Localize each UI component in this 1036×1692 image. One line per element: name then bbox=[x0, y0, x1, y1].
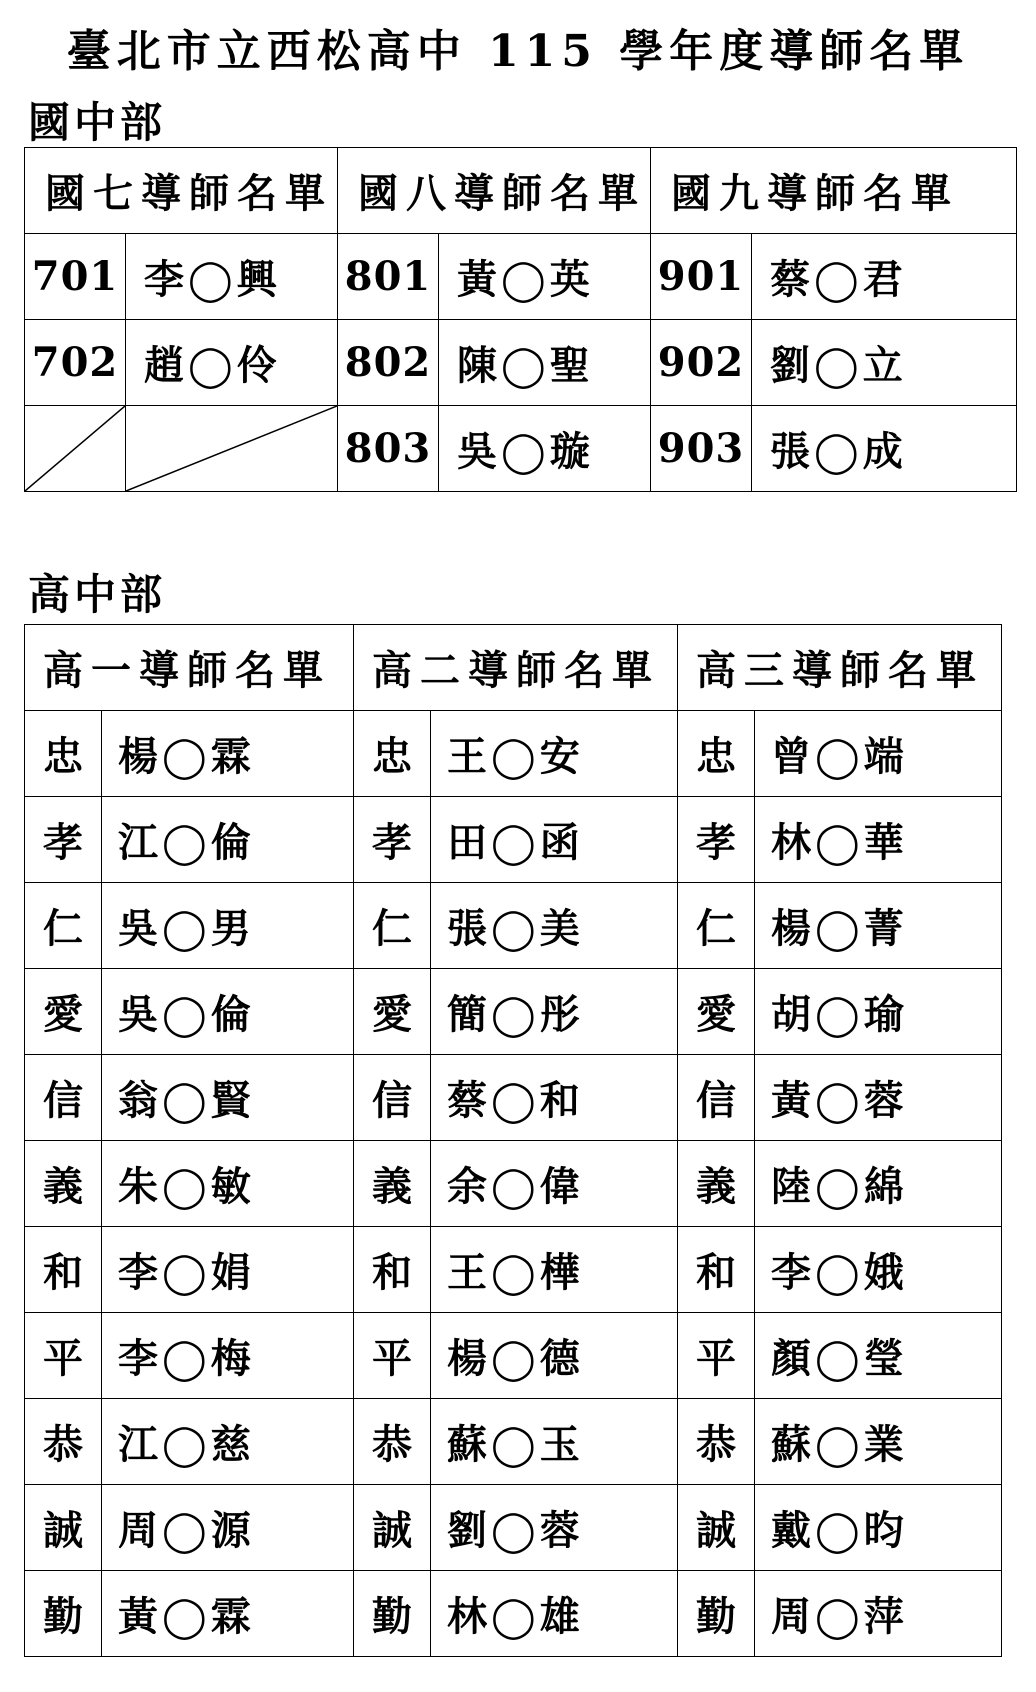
class-code: 702 bbox=[25, 320, 126, 406]
class-label: 愛 bbox=[678, 969, 755, 1055]
class-label: 勤 bbox=[678, 1571, 755, 1657]
teacher-name: 黃◯蓉 bbox=[755, 1055, 1002, 1141]
senior-high-roster-table bbox=[24, 624, 1002, 1657]
grade11-header: 高二導師名單 bbox=[354, 625, 678, 711]
class-label: 勤 bbox=[25, 1571, 102, 1657]
table-row bbox=[25, 1141, 1002, 1227]
class-label: 孝 bbox=[25, 797, 102, 883]
teacher-name: 王◯安 bbox=[431, 711, 678, 797]
grade10-header: 高一導師名單 bbox=[25, 625, 354, 711]
teacher-name: 陳◯聖 bbox=[439, 320, 651, 406]
teacher-name: 黃◯英 bbox=[439, 234, 651, 320]
teacher-name: 戴◯昀 bbox=[755, 1485, 1002, 1571]
teacher-name: 江◯倫 bbox=[102, 797, 354, 883]
diagonal-slash bbox=[126, 406, 337, 491]
teacher-name: 楊◯菁 bbox=[755, 883, 1002, 969]
class-label: 義 bbox=[25, 1141, 102, 1227]
teacher-name: 吳◯倫 bbox=[102, 969, 354, 1055]
teacher-name: 趙◯伶 bbox=[126, 320, 338, 406]
class-label: 忠 bbox=[354, 711, 431, 797]
teacher-name: 朱◯敏 bbox=[102, 1141, 354, 1227]
class-label: 恭 bbox=[25, 1399, 102, 1485]
class-label: 義 bbox=[678, 1141, 755, 1227]
page-title: 臺北市立西松高中 115 學年度導師名單 bbox=[66, 26, 970, 77]
senior-high-heading: 高中部 bbox=[28, 570, 167, 619]
teacher-name: 周◯萍 bbox=[755, 1571, 1002, 1657]
class-code: 801 bbox=[338, 234, 439, 320]
table-row bbox=[25, 1399, 1002, 1485]
teacher-name: 張◯成 bbox=[752, 406, 1017, 492]
teacher-name: 田◯函 bbox=[431, 797, 678, 883]
teacher-name: 陸◯綿 bbox=[755, 1141, 1002, 1227]
class-label: 誠 bbox=[25, 1485, 102, 1571]
table-row bbox=[25, 1571, 1002, 1657]
grade9-header: 國九導師名單 bbox=[651, 148, 1017, 234]
table-header-row bbox=[25, 625, 1002, 711]
table-row bbox=[25, 1485, 1002, 1571]
teacher-name: 王◯樺 bbox=[431, 1227, 678, 1313]
class-code: 903 bbox=[651, 406, 752, 492]
class-label: 孝 bbox=[354, 797, 431, 883]
table-row bbox=[25, 234, 1017, 320]
class-label: 平 bbox=[25, 1313, 102, 1399]
grade8-header: 國八導師名單 bbox=[338, 148, 651, 234]
class-label: 勤 bbox=[354, 1571, 431, 1657]
class-label: 愛 bbox=[25, 969, 102, 1055]
class-label: 仁 bbox=[25, 883, 102, 969]
class-label: 恭 bbox=[678, 1399, 755, 1485]
teacher-name: 簡◯彤 bbox=[431, 969, 678, 1055]
teacher-name: 江◯慈 bbox=[102, 1399, 354, 1485]
table-row bbox=[25, 1313, 1002, 1399]
class-label: 仁 bbox=[354, 883, 431, 969]
table-row bbox=[25, 320, 1017, 406]
junior-high-roster-table bbox=[24, 147, 1017, 492]
teacher-name: 周◯源 bbox=[102, 1485, 354, 1571]
teacher-name: 蔡◯君 bbox=[752, 234, 1017, 320]
teacher-name: 李◯娥 bbox=[755, 1227, 1002, 1313]
table-row bbox=[25, 883, 1002, 969]
table-row bbox=[25, 406, 1017, 492]
class-label: 恭 bbox=[354, 1399, 431, 1485]
class-code: 701 bbox=[25, 234, 126, 320]
class-label: 誠 bbox=[678, 1485, 755, 1571]
class-label: 義 bbox=[354, 1141, 431, 1227]
class-label: 信 bbox=[25, 1055, 102, 1141]
teacher-name: 蘇◯玉 bbox=[431, 1399, 678, 1485]
empty-cell-diagonal bbox=[126, 406, 338, 492]
class-label: 孝 bbox=[678, 797, 755, 883]
class-code: 802 bbox=[338, 320, 439, 406]
teacher-name: 劉◯蓉 bbox=[431, 1485, 678, 1571]
class-label: 信 bbox=[354, 1055, 431, 1141]
class-label: 和 bbox=[354, 1227, 431, 1313]
class-code: 803 bbox=[338, 406, 439, 492]
class-label: 平 bbox=[678, 1313, 755, 1399]
class-label: 忠 bbox=[678, 711, 755, 797]
teacher-name: 張◯美 bbox=[431, 883, 678, 969]
senior-high-rows bbox=[25, 711, 1002, 1657]
teacher-name: 余◯偉 bbox=[431, 1141, 678, 1227]
class-label: 和 bbox=[678, 1227, 755, 1313]
teacher-name: 李◯興 bbox=[126, 234, 338, 320]
class-label: 忠 bbox=[25, 711, 102, 797]
class-label: 愛 bbox=[354, 969, 431, 1055]
class-label: 誠 bbox=[354, 1485, 431, 1571]
teacher-name: 吳◯男 bbox=[102, 883, 354, 969]
grade12-header: 高三導師名單 bbox=[678, 625, 1002, 711]
class-label: 平 bbox=[354, 1313, 431, 1399]
teacher-name: 胡◯瑜 bbox=[755, 969, 1002, 1055]
teacher-name: 蔡◯和 bbox=[431, 1055, 678, 1141]
teacher-name: 楊◯霖 bbox=[102, 711, 354, 797]
teacher-name: 翁◯賢 bbox=[102, 1055, 354, 1141]
table-row bbox=[25, 711, 1002, 797]
diagonal-slash bbox=[25, 406, 125, 491]
junior-high-heading: 國中部 bbox=[28, 98, 167, 147]
teacher-name: 吳◯璇 bbox=[439, 406, 651, 492]
teacher-name: 劉◯立 bbox=[752, 320, 1017, 406]
class-label: 信 bbox=[678, 1055, 755, 1141]
teacher-name: 曾◯端 bbox=[755, 711, 1002, 797]
teacher-name: 蘇◯業 bbox=[755, 1399, 1002, 1485]
table-row bbox=[25, 1227, 1002, 1313]
teacher-name: 林◯雄 bbox=[431, 1571, 678, 1657]
grade7-header: 國七導師名單 bbox=[25, 148, 338, 234]
teacher-name: 顏◯瑩 bbox=[755, 1313, 1002, 1399]
table-row bbox=[25, 969, 1002, 1055]
class-code: 901 bbox=[651, 234, 752, 320]
teacher-name: 林◯華 bbox=[755, 797, 1002, 883]
teacher-name: 黃◯霖 bbox=[102, 1571, 354, 1657]
table-row bbox=[25, 797, 1002, 883]
table-header-row bbox=[25, 148, 1017, 234]
teacher-name: 李◯梅 bbox=[102, 1313, 354, 1399]
class-label: 仁 bbox=[678, 883, 755, 969]
class-label: 和 bbox=[25, 1227, 102, 1313]
teacher-name: 李◯娟 bbox=[102, 1227, 354, 1313]
teacher-name: 楊◯德 bbox=[431, 1313, 678, 1399]
class-code: 902 bbox=[651, 320, 752, 406]
table-row bbox=[25, 1055, 1002, 1141]
empty-cell-diagonal bbox=[25, 406, 126, 492]
